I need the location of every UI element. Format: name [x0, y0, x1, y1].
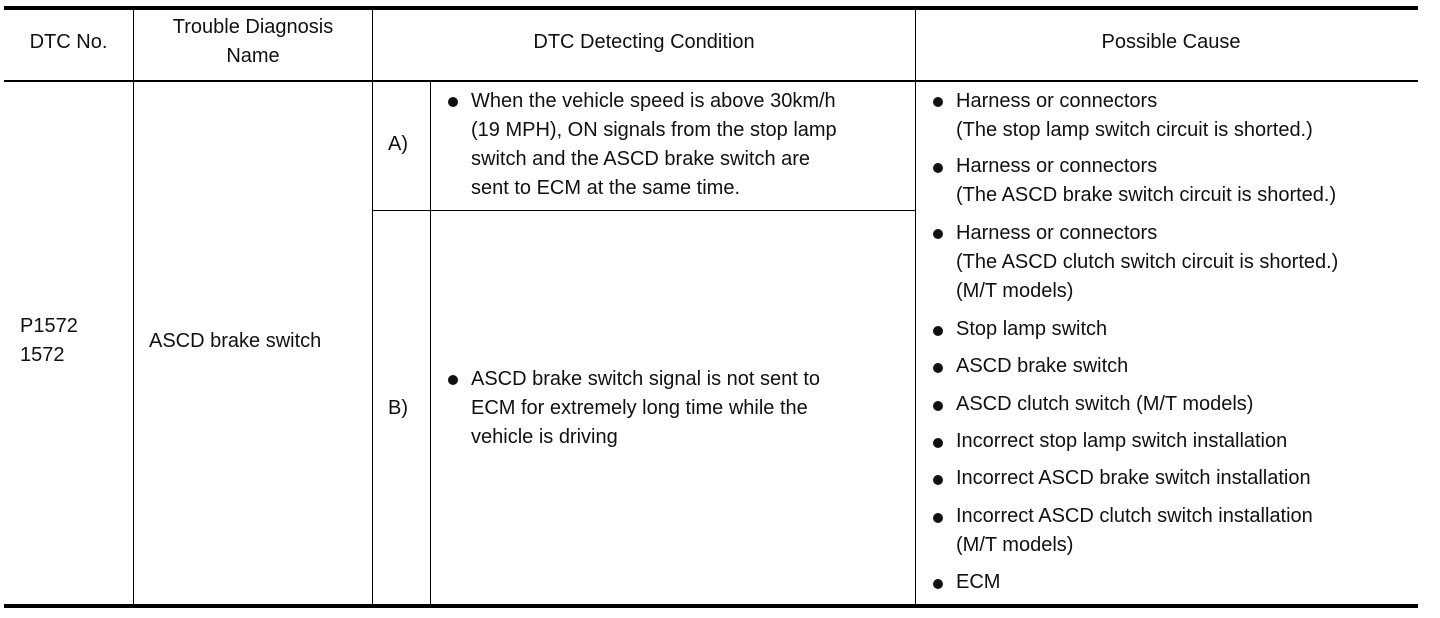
column-divider-1 — [133, 10, 134, 604]
diagnosis-name: ASCD brake switch — [149, 330, 322, 352]
cause-item: ECM — [956, 571, 1001, 593]
cause-item — [956, 152, 1336, 210]
header-detecting-condition: DTC Detecting Condition — [533, 31, 755, 53]
condition-a-line: When the vehicle speed is above 30km/h — [471, 90, 836, 112]
cause-line: (M/T models) — [956, 534, 1074, 556]
bullet-icon — [933, 401, 943, 411]
table-top-rule — [4, 6, 1418, 10]
cause-line: (M/T models) — [956, 280, 1074, 302]
cause-item: Incorrect ASCD brake switch installation — [956, 467, 1311, 489]
dtc-code-1572: 1572 — [20, 344, 65, 366]
bullet-icon — [933, 438, 943, 448]
bullet-icon — [933, 229, 943, 239]
cause-line: Harness or connectors — [956, 90, 1158, 112]
bullet-icon — [933, 363, 943, 373]
bullet-icon — [933, 475, 943, 485]
bullet-icon — [933, 163, 943, 173]
condition-b-line: ASCD brake switch signal is not sent to — [471, 368, 821, 390]
condition-a-label: A) — [388, 133, 408, 155]
header-bottom-rule — [4, 80, 1418, 82]
cause-line: Harness or connectors — [956, 222, 1158, 244]
table-bottom-rule — [4, 604, 1418, 608]
bullet-icon — [933, 97, 943, 107]
condition-b-text — [471, 365, 820, 452]
header-diagnosis-name-line-1: Trouble Diagnosis — [172, 16, 334, 38]
cause-line: Incorrect ASCD clutch switch installation — [956, 505, 1313, 527]
header-possible-cause: Possible Cause — [1101, 31, 1241, 53]
bullet-icon — [933, 326, 943, 336]
condition-a-line: sent to ECM at the same time. — [471, 177, 740, 199]
cause-item: ASCD brake switch — [956, 355, 1129, 377]
condition-a-line: (19 MPH), ON signals from the stop lamp — [471, 119, 837, 141]
header-diagnosis-name — [134, 13, 372, 71]
bullet-icon — [933, 513, 943, 523]
header-diagnosis-name-line-2: Name — [226, 45, 280, 67]
bullet-icon — [448, 375, 458, 385]
column-divider-2 — [372, 10, 373, 604]
condition-a-line: switch and the ASCD brake switch are — [471, 148, 811, 170]
cause-line: Harness or connectors — [956, 155, 1158, 177]
bullet-icon — [933, 579, 943, 589]
dtc-code-p1572: P1572 — [20, 315, 78, 337]
condition-a-text — [471, 87, 837, 203]
cause-item: Stop lamp switch — [956, 318, 1108, 340]
cause-item: ASCD clutch switch (M/T models) — [956, 393, 1254, 415]
column-divider-3 — [915, 10, 916, 604]
cause-line: (The stop lamp switch circuit is shorted.) — [956, 119, 1313, 141]
cause-item — [956, 219, 1338, 306]
condition-b-line: ECM for extremely long time while the — [471, 397, 808, 419]
condition-b-label: B) — [388, 397, 408, 419]
cause-line: (The ASCD brake switch circuit is shorted.) — [956, 184, 1337, 206]
column-divider-sub — [430, 82, 431, 604]
header-dtc-no: DTC No. — [29, 31, 108, 53]
cause-item — [956, 502, 1313, 560]
bullet-icon — [448, 97, 458, 107]
cause-line: (The ASCD clutch switch circuit is shorted.) — [956, 251, 1339, 273]
cause-item: Incorrect stop lamp switch installation — [956, 430, 1288, 452]
condition-b-line: vehicle is driving — [471, 426, 618, 448]
cause-item — [956, 87, 1313, 145]
condition-divider-rule — [372, 210, 916, 211]
